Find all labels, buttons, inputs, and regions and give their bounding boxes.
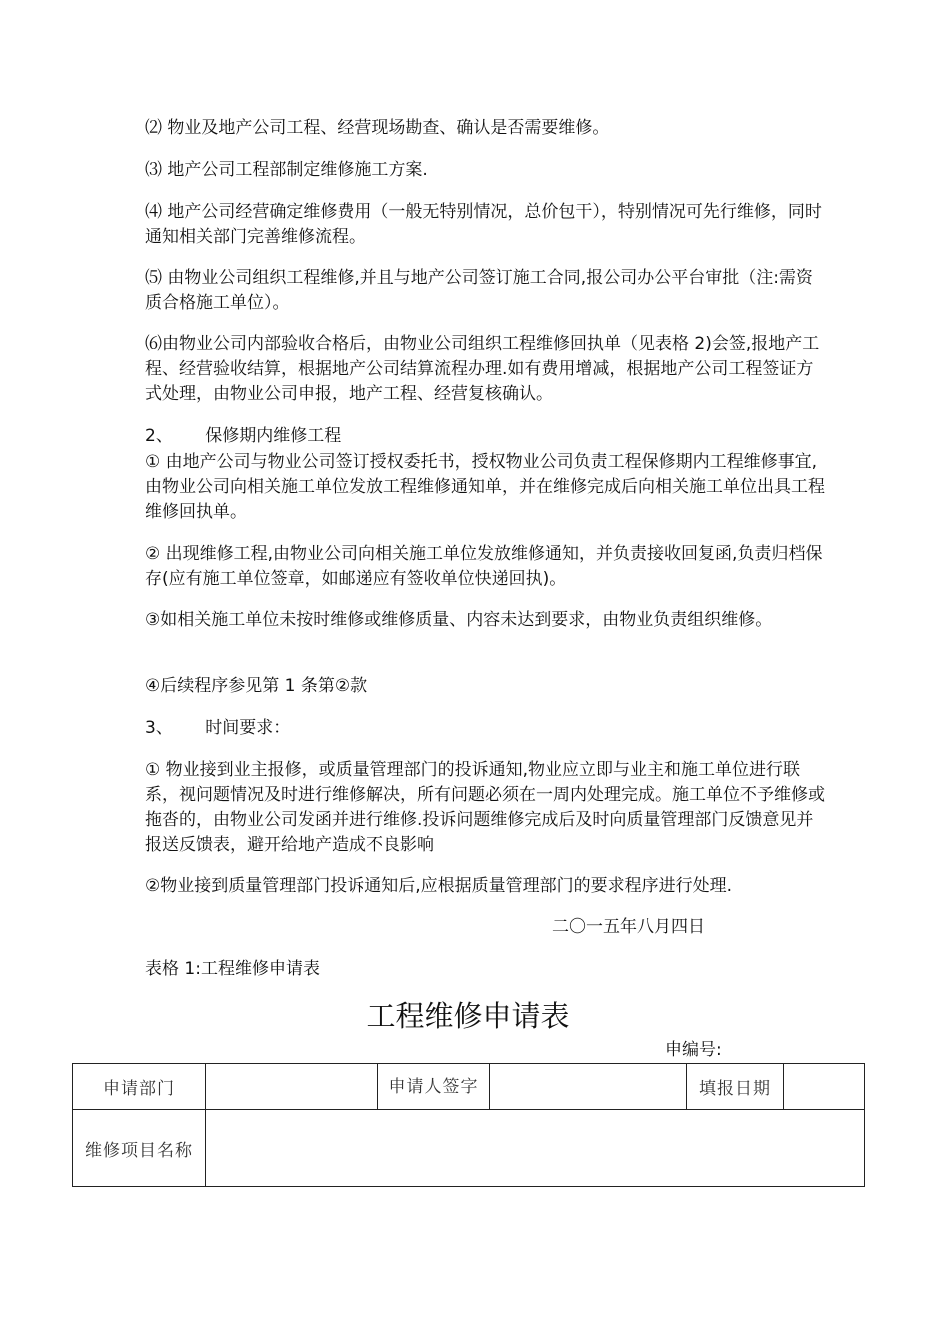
paragraph-warranty-4: ④后续程序参见第 1 条第②款 xyxy=(145,676,368,696)
item-value-cell[interactable] xyxy=(206,1110,865,1187)
paragraph-step-3: ⑶ 地产公司工程部制定维修施工方案. xyxy=(145,160,428,180)
paragraph-time-1: ① 物业接到业主报修，或质量管理部门的投诉通知,物业应立即与业主和施工单位进行联系，视问题情况及时进行维修解决，所有问题必须在一周内处理完成。施工单位不予维修或拖沓的，由物业公司发函并进行维修.投诉问题维修完成后及时向质量管理部门反馈意见并报送反馈表，避开给地产造成不良影响 xyxy=(145,760,825,855)
paragraph-step-5: ⑸ 由物业公司组织工程维修,并且与地产公司签订施工合同,报公司办公平台审批（注:需资质合格施工单位）。 xyxy=(145,268,813,313)
form-number-label: 申编号: xyxy=(665,1040,722,1060)
form-row-item xyxy=(73,1110,865,1187)
item-label-cell: 维修项目名称 xyxy=(73,1110,206,1187)
document-date: 二〇一五年八月四日 xyxy=(552,917,705,937)
dept-label-cell: 申请部门 xyxy=(73,1064,206,1110)
table-caption: 表格 1:工程维修申请表 xyxy=(145,959,320,979)
section-heading-time: 3、 时间要求： xyxy=(145,718,291,738)
repair-application-form xyxy=(72,1063,865,1187)
date-label-cell: 填报日期 xyxy=(687,1064,784,1110)
section-heading-warranty: 2、 保修期内维修工程 xyxy=(145,426,342,446)
paragraph-warranty-3: ③如相关施工单位未按时维修或维修质量、内容未达到要求，由物业负责组织维修。 xyxy=(145,610,773,630)
date-value-cell[interactable] xyxy=(784,1064,865,1110)
form-row-applicant xyxy=(73,1064,865,1110)
form-title: 工程维修申请表 xyxy=(366,999,570,1033)
paragraph-step-4: ⑷ 地产公司经营确定维修费用（一般无特别情况，总价包干），特别情况可先行维修，同时通知相关部门完善维修流程。 xyxy=(145,202,822,247)
paragraph-warranty-1: ① 由地产公司与物业公司签订授权委托书，授权物业公司负责工程保修期内工程维修事宜,由物业公司向相关施工单位发放工程维修通知单，并在维修完成后向相关施工单位出具工程维修回执单。 xyxy=(145,452,825,522)
dept-value-cell[interactable] xyxy=(206,1064,378,1110)
applicant-label-cell: 申请人签字 xyxy=(378,1064,490,1110)
paragraph-time-2: ②物业接到质量管理部门投诉通知后,应根据质量管理部门的要求程序进行处理. xyxy=(145,876,733,896)
paragraph-warranty-2: ② 出现维修工程,由物业公司向相关施工单位发放维修通知，并负责接收回复函,负责归档保存(应有施工单位签章，如邮递应有签收单位快递回执)。 xyxy=(145,544,823,589)
paragraph-step-2: ⑵ 物业及地产公司工程、经营现场勘查、确认是否需要维修。 xyxy=(145,118,610,138)
applicant-value-cell[interactable] xyxy=(490,1064,687,1110)
paragraph-step-6: ⑹由物业公司内部验收合格后，由物业公司组织工程维修回执单（见表格 2)会签,报地产工程、经营验收结算，根据地产公司结算流程办理.如有费用增减，根据地产公司工程签证方式处理，由物业公司申报，地产工程、经营复核确认。 xyxy=(145,334,820,404)
